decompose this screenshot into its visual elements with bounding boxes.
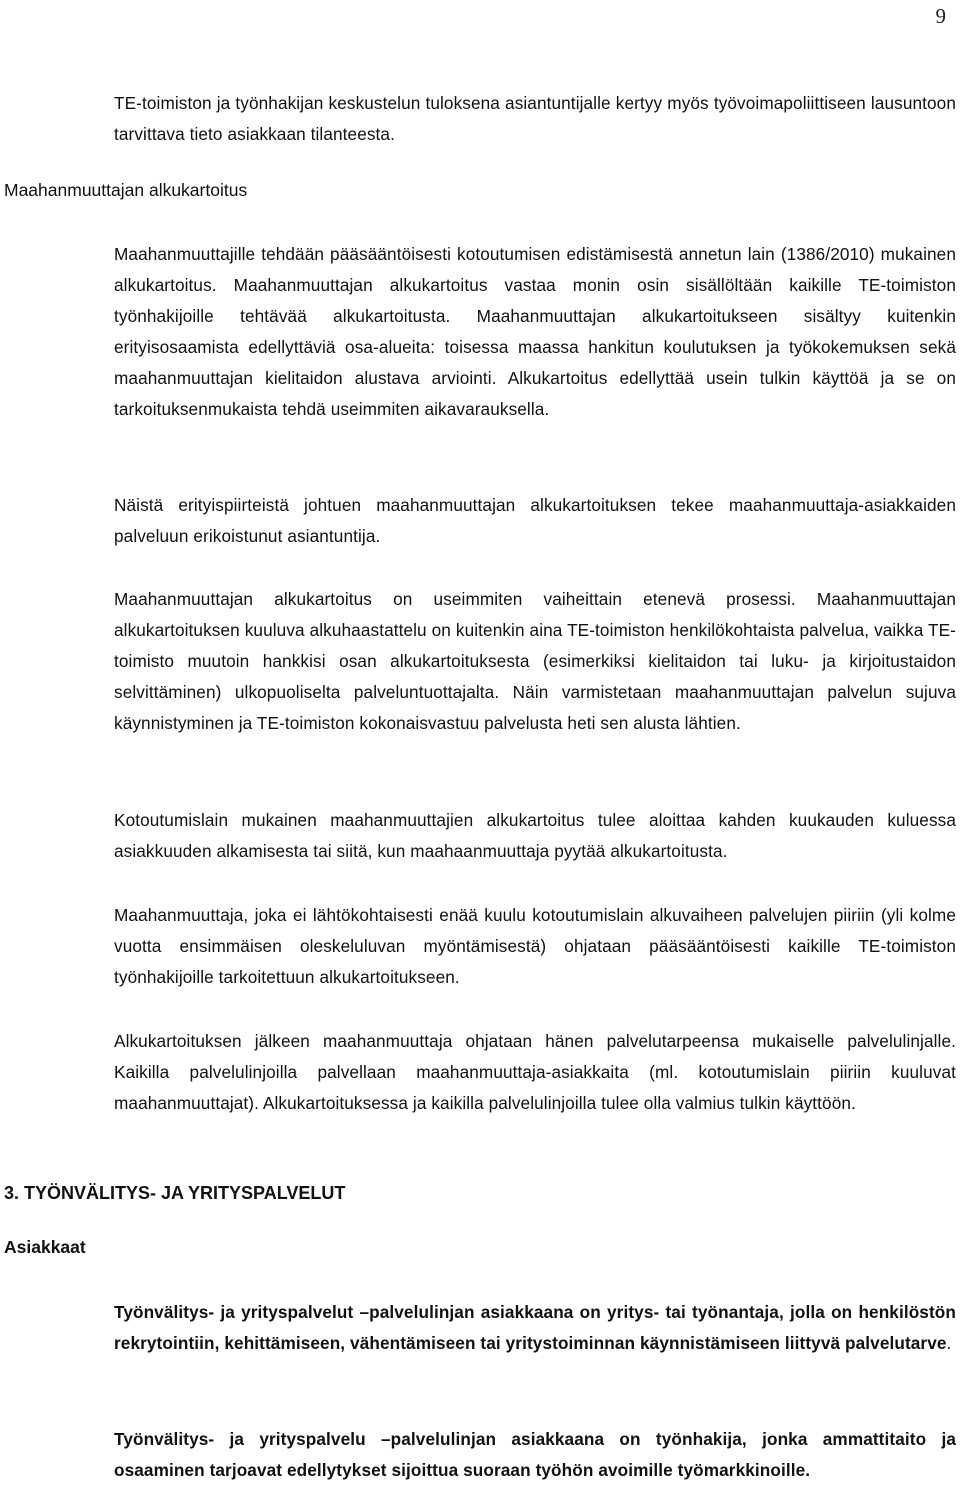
paragraph-prosessi: Maahanmuuttajan alkukartoitus on useimmiten vaiheittain etenevä prosessi. Maahanmuuttajan alkukartoituksen kuuluva alkuhaastattelu on kuitenkin aina TE-toimiston henkilökohtaista palvelua, vaikka TE-toimisto muutoin hankkisi osan alkukartoituksesta (esimerkiksi kielitaidon tai luku- ja kirjoitustaidon selvittäminen) ulkopuoliselta palveluntuottajalta. Näin varmistetaan maahanmuuttajan palvelun sujuva käynnistyminen ja TE-toimiston kokonaisvastuu palvelusta heti sen alusta lähtien. bbox=[114, 589, 956, 733]
section-heading-tyonvalitys: 3. TYÖNVÄLITYS- JA YRITYSPALVELUT bbox=[4, 1183, 346, 1203]
paragraph-intro: TE-toimiston ja työnhakijan keskustelun tuloksena asiantuntijalle kertyy myös työvoimapoliittiseen lausuntoon tarvittava tieto asiakkaan tilanteesta. bbox=[114, 93, 956, 144]
paragraph-kotoutumislaki: Kotoutumislain mukainen maahanmuuttajien alkukartoitus tulee aloittaa kahden kuukauden kuluessa asiakkuuden alkamisesta tai siitä, kun maahaanmuuttaja pyytää alkukartoitusta. bbox=[114, 810, 956, 861]
page-number: 9 bbox=[935, 4, 946, 28]
paragraph-tyonhakija-asiakkaat: Työnvälitys- ja yrityspalvelu –palvelulinjan asiakkaana on työnhakija, jonka ammattitaito ja osaaminen tarjoavat edellytykset sijoittua suoraan työhön avoimille työmarkkinoille. bbox=[114, 1429, 956, 1480]
subheading-asiakkaat: Asiakkaat bbox=[4, 1237, 86, 1257]
paragraph-yritysasiakkaat-text: Työnvälitys- ja yrityspalvelut –palvelulinjan asiakkaana on yritys- tai työnantaja, jolla on henkilöstön rekrytointiin, kehittämiseen, vähentämiseen tai yritystoiminnan käynnistämiseen liittyvä palvelutarve bbox=[114, 1302, 956, 1353]
paragraph-erityispiirteet: Näistä erityispiirteistä johtuen maahanmuuttajan alkukartoituksen tekee maahanmuuttaja-asiakkaiden palveluun erikoistunut asiantuntija. bbox=[114, 495, 956, 546]
paragraph-yritysasiakkaat bbox=[114, 1297, 956, 1359]
paragraph-palvelulinja: Alkukartoituksen jälkeen maahanmuuttaja ohjataan hänen palvelutarpeensa mukaiselle palvelulinjalle. Kaikilla palvelulinjoilla palvellaan maahanmuuttaja-asiakkaita (ml. kotoutumislain piiriin kuuluvat maahanmuuttajat). Alkukartoituksessa ja kaikilla palvelulinjoilla tulee olla valmius tulkin käyttöön. bbox=[114, 1031, 956, 1113]
paragraph-yritysasiakkaat-period: . bbox=[946, 1333, 952, 1353]
heading-maahanmuuttajan-alkukartoitus: Maahanmuuttajan alkukartoitus bbox=[4, 180, 248, 200]
paragraph-ohjaus: Maahanmuuttaja, joka ei lähtökohtaisesti enää kuulu kotoutumislain alkuvaiheen palvelujen piiriin (yli kolme vuotta ensimmäisen oleskeluluvan myöntämisestä) ohjataan pääsääntöisesti kaikille TE-toimiston työnhakijoille tarkoitettuun alkukartoitukseen. bbox=[114, 905, 956, 987]
paragraph-alkukartoitus: Maahanmuuttajille tehdään pääsääntöisesti kotoutumisen edistämisestä annetun lain (1386/2010) mukainen alkukartoitus. Maahanmuuttajan alkukartoitus vastaa monin osin sisällöltään kaikille TE-toimiston työnhakijoille tehtävää alkukartoitusta. Maahanmuuttajan alkukartoitukseen sisältyy kuitenkin erityisosaamista edellyttäviä osa-alueita: toisessa maassa hankitun koulutuksen ja työkokemuksen sekä maahanmuuttajan kielitaidon alustava arviointi. Alkukartoitus edellyttää usein tulkin käyttöä ja se on tarkoituksenmukaista tehdä useimmiten aikavarauksella. bbox=[114, 244, 956, 419]
